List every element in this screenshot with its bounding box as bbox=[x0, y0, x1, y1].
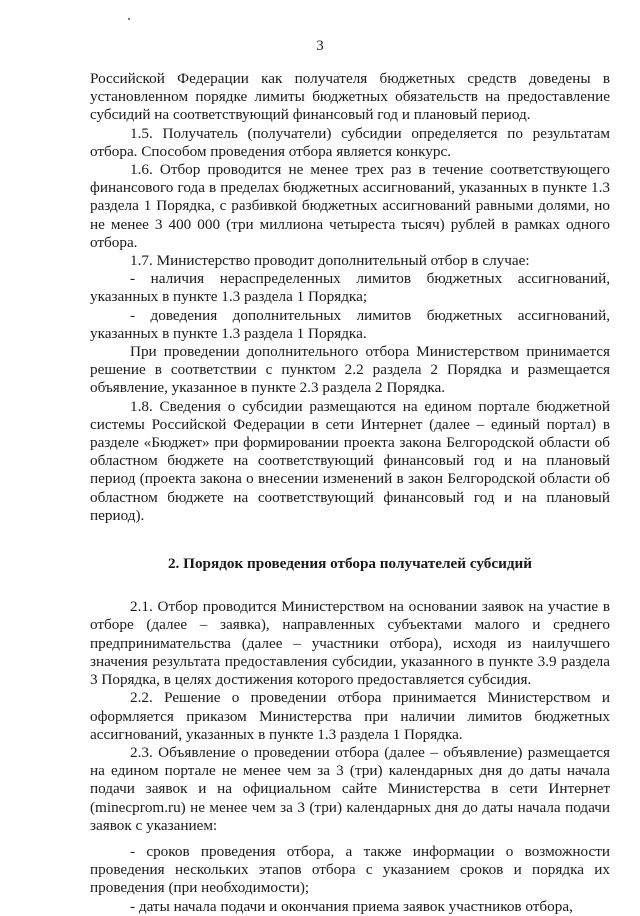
paragraph-1-7: 1.7. Министерство проводит дополнительный отбор в случае: bbox=[130, 252, 530, 270]
paragraph-additional-selection: При проведении дополнительного отбора Министерством принимается решение в соответствии с пунктом 2.2 раздела 2 Порядка и размещается объявление, указанное в пункте 2.3 раздела 2 Порядка. bbox=[90, 343, 610, 397]
list-item-selection-terms: - сроков проведения отбора, а также информации о возможности проведения нескольких этапов отбора с указанием сроков и порядка их проведения (при необходимости); bbox=[90, 842, 610, 897]
document-body bbox=[90, 70, 610, 916]
paragraph-1-8: 1.8. Сведения о субсидии размещаются на едином портале бюджетной системы Российской Федерации в сети Интернет (далее – единый портал) в разделе «Бюджет» при формировании проекта закона Белгородской области об областном бюджете на соответствующий финансовый год и на плановый период (проекта закона о внесении изменений в закон Белгородской области об областном бюджете на соответствующий финансовый год и на плановый период). bbox=[90, 397, 610, 524]
scan-speck bbox=[128, 18, 130, 20]
paragraph-1-5: 1.5. Получатель (получатели) субсидии определяется по результатам отбора. Способом проведения отбора является конкурс. bbox=[90, 124, 610, 160]
paragraph-1-6: 1.6. Отбор проводится не менее трех раз в течение соответствующего финансового года в пределах бюджетных ассигнований, указанных в пункте 1.3 раздела 1 Порядка, с разбивкой бюджетных ассигнований равными долями, но не менее 3 400 000 (три миллиона четыреста тысяч) рублей в рамках одного отбора. bbox=[90, 161, 610, 251]
list-item-additional-limits: - доведения дополнительных лимитов бюджетных ассигнований, указанных в пункте 1.3 раздела 1 Порядка. bbox=[90, 306, 610, 342]
paragraph-continuation: Российской Федерации как получателя бюджетных средств доведены в установленном порядке лимиты бюджетных обязательств на предоставление субсидий на соответствующий финансовый год и плановый период. bbox=[90, 70, 610, 124]
list-item-undistributed-limits: - наличия нераспределенных лимитов бюджетных ассигнований, указанных в пункте 1.3 раздела 1 Порядка; bbox=[90, 270, 610, 306]
paragraph-2-2: 2.2. Решение о проведении отбора принимается Министерством и оформляется приказом Министерства при наличии лимитов бюджетных ассигнований, указанных в пункте 1.3 раздела 1 Порядка. bbox=[90, 689, 610, 743]
list-item-application-dates: - даты начала подачи и окончания приема заявок участников отбора, bbox=[130, 897, 573, 915]
page-number: 3 bbox=[316, 38, 324, 54]
paragraph-2-3: 2.3. Объявление о проведении отбора (далее – объявление) размещается на едином портале не менее чем за 3 (три) календарных дня до даты начала подачи заявок и на официальном сайте Министерства в сети Интернет (mineсprom.ru) не менее чем за 3 (три) календарных дня до даты начала подачи заявок с указанием: bbox=[90, 743, 610, 834]
paragraph-2-1: 2.1. Отбор проводится Министерством на основании заявок на участие в отборе (далее – заявка), направленных субъектами малого и среднего предпринимательства (далее – участники отбора), исходя из наилучшего значения результата предоставления субсидии, указанного в пункте 3.9 раздела 3 Порядка, в целях достижения которого предоставляется субсидия. bbox=[90, 598, 610, 689]
section-heading: 2. Порядок проведения отбора получателей субсидий bbox=[167, 555, 533, 573]
